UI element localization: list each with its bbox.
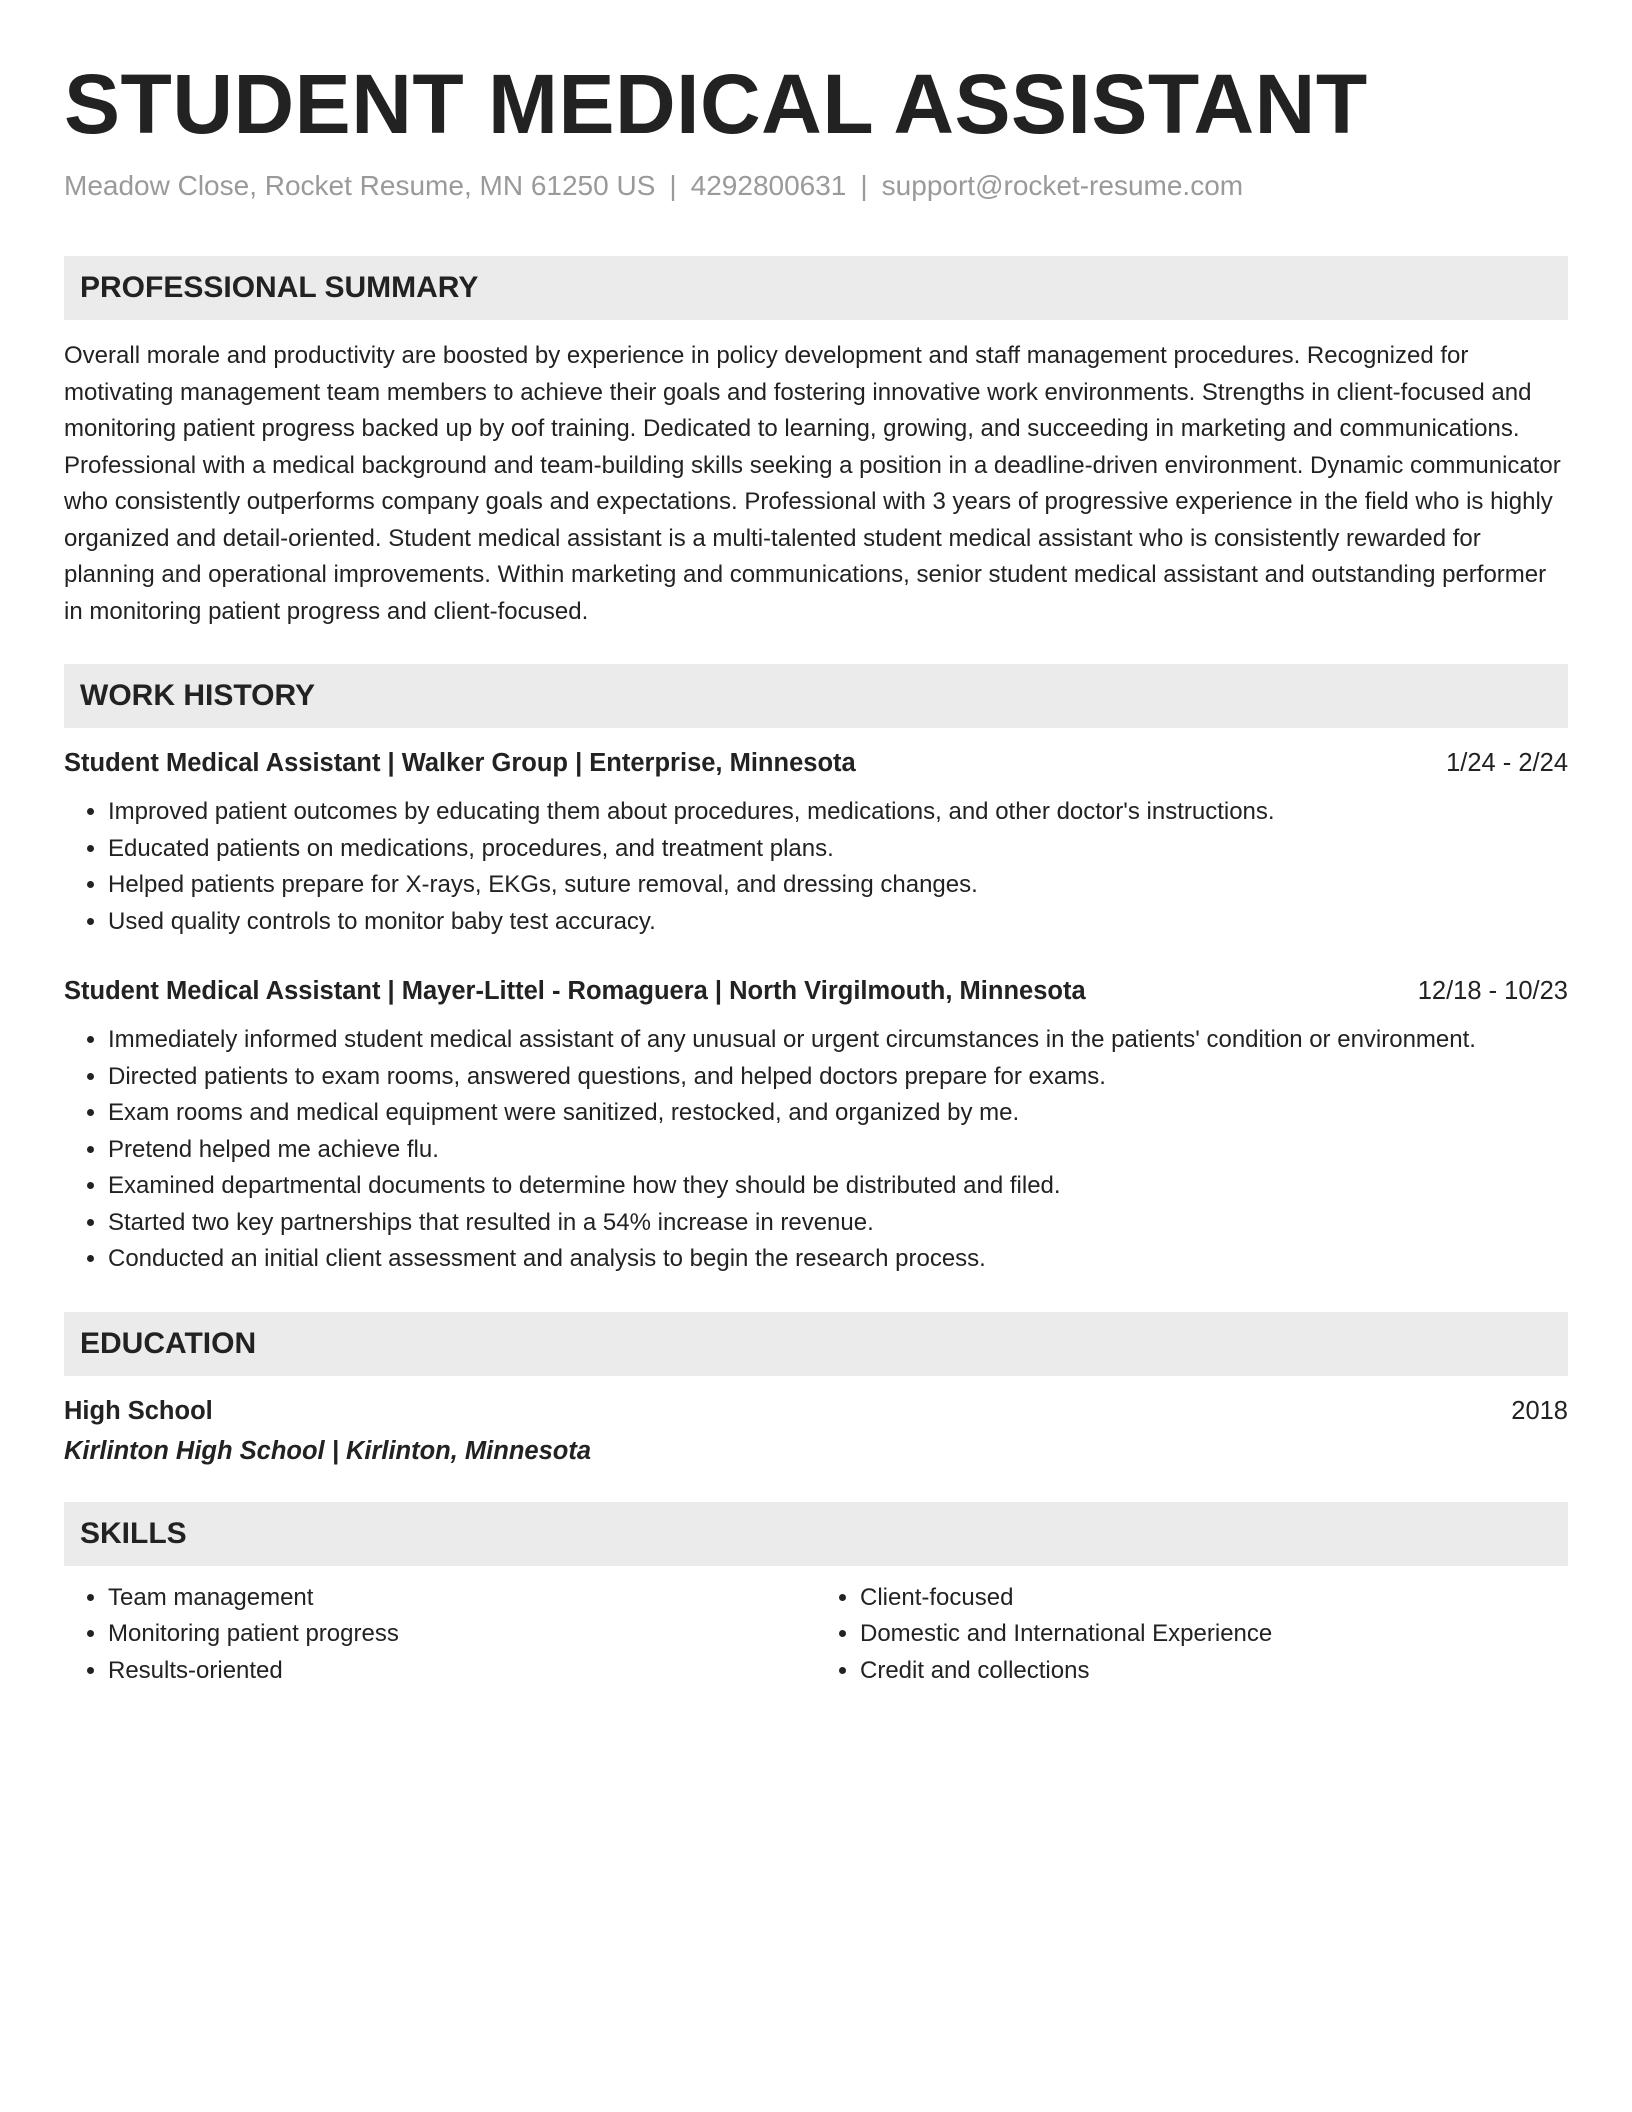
education-entry xyxy=(64,1394,1568,1468)
skill-item: • Monitoring patient progress xyxy=(108,1616,816,1653)
contact-phone: 4292800631 xyxy=(690,170,847,201)
education-header xyxy=(64,1394,1568,1428)
section-header-summary: PROFESSIONAL SUMMARY xyxy=(64,256,1568,320)
skills-list xyxy=(64,1580,1568,1690)
job-bullet: • Conducted an initial client assessment and analysis to begin the research process. xyxy=(108,1241,1568,1278)
education-school: Kirlinton High School | Kirlinton, Minnesota xyxy=(64,1436,592,1465)
job-entry xyxy=(64,974,1568,1278)
job-bullet: • Started two key partnerships that resulted in a 54% increase in revenue. xyxy=(108,1205,1568,1242)
education-year: 2018 xyxy=(1511,1396,1568,1425)
job-bullet: • Educated patients on medications, procedures, and treatment plans. xyxy=(108,831,1568,868)
summary-text: Overall morale and productivity are boosted by experience in policy development and staff management procedures. Recognized for motivating management team members to achieve their goals and fostering innovative work environments. Strengths in client-focused and monitoring patient progress backed up by oof training. Dedicated to learning, growing, and succeeding in marketing and communications. Professional with a medical background and team-building skills seeking a position in a deadline-driven environment. Dynamic communicator who consistently outperforms company goals and expectations. Professional with 3 years of progressive experience in the field who is highly organized and detail-oriented. Student medical assistant is a multi-talented student medical assistant who is consistently rewarded for planning and operational improvements. Within marketing and communications, senior student medical assistant and outstanding performer in monitoring patient progress and client-focused. xyxy=(64,342,1561,625)
job-bullet: • Pretend helped me achieve flu. xyxy=(108,1132,1568,1169)
section-header-education: EDUCATION xyxy=(64,1312,1568,1376)
skill-item: • Results-oriented xyxy=(108,1653,816,1690)
candidate-name: STUDENT MEDICAL ASSISTANT xyxy=(64,57,1368,151)
job-title: Student Medical Assistant | Mayer-Littel - Romaguera | North Virgilmouth, Minnesota xyxy=(64,977,1086,1005)
skill-item: • Credit and collections xyxy=(860,1653,1568,1690)
section-header-skills: SKILLS xyxy=(64,1502,1568,1566)
job-dates: 1/24 - 2/24 xyxy=(1446,749,1568,777)
skill-item: • Domestic and International Experience xyxy=(860,1616,1568,1653)
contact-line xyxy=(64,168,1568,204)
job-bullet: • Improved patient outcomes by educating them about procedures, medications, and other doctor's instructions. xyxy=(108,794,1568,831)
contact-separator: | xyxy=(860,170,868,201)
job-bullet: • Used quality controls to monitor baby test accuracy. xyxy=(108,904,1568,941)
job-dates: 12/18 - 10/23 xyxy=(1417,977,1568,1005)
skills-column-right xyxy=(816,1580,1568,1690)
job-bullet: • Exam rooms and medical equipment were sanitized, restocked, and organized by me. xyxy=(108,1095,1568,1132)
skill-item: • Team management xyxy=(108,1580,816,1617)
education-degree: High School xyxy=(64,1396,213,1425)
contact-separator: | xyxy=(669,170,677,201)
job-bullet: • Helped patients prepare for X-rays, EKGs, suture removal, and dressing changes. xyxy=(108,867,1568,904)
job-bullet: • Directed patients to exam rooms, answered questions, and helped doctors prepare for exams. xyxy=(108,1059,1568,1096)
skills-column-left xyxy=(64,1580,816,1690)
skill-item: • Client-focused xyxy=(860,1580,1568,1617)
job-bullet: • Examined departmental documents to determine how they should be distributed and filed. xyxy=(108,1168,1568,1205)
job-header xyxy=(64,746,1568,780)
job-bullet: • Immediately informed student medical assistant of any unusual or urgent circumstances in the patients' condition or environment. xyxy=(108,1022,1568,1059)
job-bullets xyxy=(64,794,1568,940)
section-header-work-history: WORK HISTORY xyxy=(64,664,1568,728)
contact-email: support@rocket-resume.com xyxy=(881,170,1244,201)
job-title: Student Medical Assistant | Walker Group | Enterprise, Minnesota xyxy=(64,749,856,777)
job-bullets xyxy=(64,1022,1568,1278)
job-entry xyxy=(64,746,1568,940)
job-header xyxy=(64,974,1568,1008)
contact-address: Meadow Close, Rocket Resume, MN 61250 US xyxy=(64,170,656,201)
